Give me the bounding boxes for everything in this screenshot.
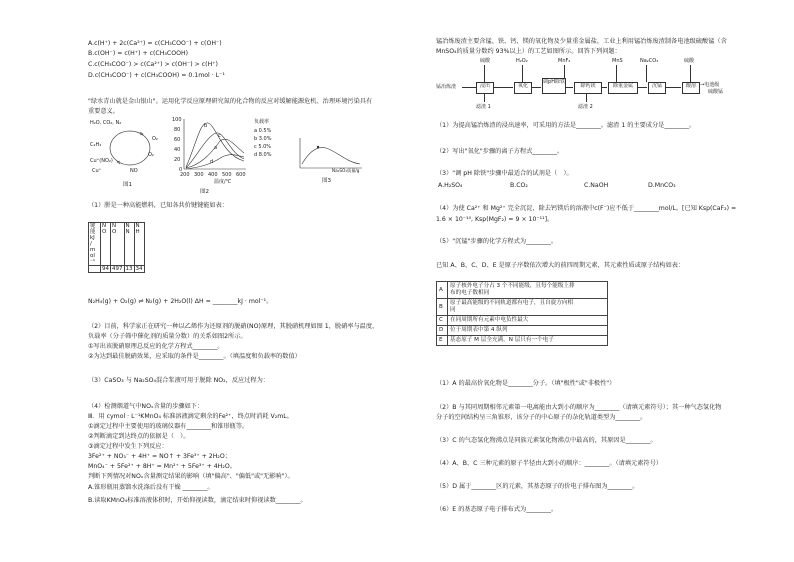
equation-1: N₂H₄(g) + O₂(g) ⇌ N₂(g) + 2H₂O(l) ΔH = ________kJ · mol⁻¹。 xyxy=(88,298,273,305)
fig2-ytick: 0 xyxy=(179,167,183,173)
q2-line-b: 负载率（分子筛中催化剂的质量分数）的关系如图2所示。 xyxy=(88,333,247,340)
table-row xyxy=(437,282,608,299)
flow-arrow xyxy=(646,65,647,82)
element-property-table xyxy=(436,281,608,346)
flow-step-ph: 调pH除铁 xyxy=(542,78,566,94)
q4-line-f: 3Fe²⁺ + NO₃⁻ + 4H⁺ = NO↑ + 3Fe³⁺ + 2H₂O； xyxy=(88,453,231,460)
table-cell xyxy=(111,266,125,273)
flow-q1: （1）为提高锰冶炼渣的浸出速率，可采用的方法是________。滤渣 1 的主要成分是________。 xyxy=(436,122,696,129)
cell-line: 原子最高能级的不同轨道都有电子，且自旋方向相 xyxy=(450,300,574,306)
table-cell: N xyxy=(125,229,130,235)
element-q3: （3）C 的气态氢化物沸点是同族元素氢化物沸点中最高的，其原因是________。 xyxy=(436,437,657,444)
fig2-xtick: 200 xyxy=(180,172,190,178)
table-cell: A xyxy=(437,282,448,299)
table-cell: 在同周期所有元素中电负性最大 xyxy=(448,316,608,326)
table-cell: / xyxy=(90,241,92,247)
element-q4: （4）A、B、C 三种元素的原子半径由大到小的顺序：________。（请填元素符号） xyxy=(436,460,662,467)
table-cell: E xyxy=(437,336,448,346)
fig1-label-o2: O₂ xyxy=(152,136,158,142)
intro-line-1: "绿水青山就是金山银山"。运用化学反应原理研究氮的化合物的反应对缓解能源危机、治理环境污染具有 xyxy=(88,98,373,105)
q4-line-h: 判断下列情况对NOₓ含量测定结果的影响（填"偏高"、"偏低"或"无影响"）。 xyxy=(88,473,294,480)
cell-line: 同 xyxy=(450,307,456,313)
element-q2-a: （2）B 与其同周期相邻元素第一电离能由大到小的顺序为________（请填元素符号）；其一种气态氢化物 xyxy=(436,404,722,411)
flow-reagent: 硫酸 xyxy=(480,58,491,64)
fig2-legend-title: 负载率 xyxy=(254,119,270,125)
table-cell: kJ xyxy=(90,235,95,241)
figure-3-plot xyxy=(296,136,364,172)
fig2-curve-label: a xyxy=(214,145,218,151)
fig2-ytick: 100 xyxy=(172,117,182,123)
fig1-label-cuno2: Cu⁺(NO₂) xyxy=(90,158,113,164)
process-intro-1: 锰冶炼废渣主要含锰、铁、钙、镁的氧化物及少量重金属盐，工业上利用锰冶炼废渣制备电池级硫酸锰（含 xyxy=(436,38,727,45)
fig2-xtick: 300 xyxy=(194,172,204,178)
q4-line-g: MnO₄⁻ + 5Fe²⁺ + 8H⁺ = Mn²⁺ + 5Fe³⁺ + 4H₂O。 xyxy=(88,463,236,470)
q4-line-c: ①滴定过程中主要使用的玻璃仪器有________和锥形瓶等。 xyxy=(88,423,249,430)
table-cell: m xyxy=(90,247,96,253)
q4-line-j: B.读取KMnO₄标准溶液体积时，开始仰视读数，滴定结束时仰视读数________。 xyxy=(88,497,307,504)
q1-text: （1）肼是一种高能燃料，已知各共价键键能如表： xyxy=(88,202,229,209)
q3-option-d: D.MnCO₃ xyxy=(648,182,676,189)
figure-1 xyxy=(90,118,166,190)
table-cell: 键 xyxy=(90,223,96,229)
flow-start: 锰冶炼渣 xyxy=(436,84,457,90)
table-cell: O xyxy=(102,229,107,235)
fig3-caption: 图3 xyxy=(322,178,331,184)
value-digit: 4 xyxy=(139,266,143,272)
flow-arrow xyxy=(616,65,617,82)
flow-step-dissolve: 酸溶 xyxy=(682,82,700,94)
elements-intro: 已知 A、B、C、D、E 是原子序数依次增大的前四周期元素，其元素性质或原子结构如表： xyxy=(436,262,685,269)
fig2-legend-item: c 5.0% xyxy=(254,144,272,150)
flow-arrow xyxy=(586,93,587,102)
fig2-curve-label: c xyxy=(218,133,221,139)
flow-q3: （3）"调 pH 除铁"步骤中最适合的试剂是（ ）。 xyxy=(436,170,573,177)
flow-arrow xyxy=(690,65,691,82)
cell-line: 原子核外电子分占 3 个不同能级，且每个能级上排 xyxy=(450,283,575,289)
table-cell: N xyxy=(135,223,140,229)
table-cell: N xyxy=(112,223,117,229)
table-cell xyxy=(134,266,144,273)
value-digit: 49 xyxy=(112,266,119,272)
figure-3 xyxy=(296,136,364,188)
flow-reagent: 硫酸 xyxy=(684,58,695,64)
flow-arrow xyxy=(637,87,647,88)
value-digit: 9 xyxy=(102,266,106,272)
q4-line-e: ③滴定过程中发生下列反应： xyxy=(88,443,168,450)
table-cell: C xyxy=(437,316,448,326)
table-cell: O xyxy=(112,229,117,235)
table-column xyxy=(111,223,125,266)
fig1-label-products: H₂O, CO₂, N₂ xyxy=(90,120,122,126)
q4-line-d: ②判断滴定到达终点的依据是（ ）。 xyxy=(88,433,190,440)
value-digit: 7 xyxy=(119,266,123,272)
flow-residue: 滤渣 2 xyxy=(578,104,593,110)
element-q6: （6）E 的基态原子电子排布式为________。 xyxy=(436,506,558,513)
flow-arrow xyxy=(565,87,573,88)
flow-reagent: Na₂CO₃ xyxy=(640,58,659,64)
flow-reagent: MnF₂ xyxy=(558,58,571,64)
fig2-legend-item: a 0.5% xyxy=(254,128,272,134)
curve-a xyxy=(186,139,244,168)
fig2-legend-item: d 8.0% xyxy=(254,152,272,158)
fig2-xtick: 600 xyxy=(236,172,246,178)
table-cell: B xyxy=(437,299,448,316)
fig2-xtick: 500 xyxy=(222,172,232,178)
fig2-ytick: 60 xyxy=(174,137,181,143)
fig2-xtick: 400 xyxy=(208,172,218,178)
flow-q4-a: （4）为使 Ca²⁺ 和 Mg²⁺ 完全沉淀，除去钙镁后的溶液中c(F⁻)应不低于________mol/L。[已知 Ksp(CaF₂) = xyxy=(436,205,737,212)
table-cell: N xyxy=(102,223,107,229)
fig3-xlabel: Na₂SO₃质量/g xyxy=(332,168,360,173)
q4-line-a: （4）检测烟道气中NOₓ含量的步骤如下： xyxy=(88,403,204,410)
table-cell: 能 xyxy=(90,229,96,235)
flow-end-1: →电池级 xyxy=(700,82,720,88)
flow-q4-b: 1.6 × 10⁻¹⁰, Ksp(MgF₂) = 9 × 10⁻¹¹]。 xyxy=(436,216,554,223)
fig2-ytick: 80 xyxy=(174,127,181,133)
q3-text: （3）CaSO₃ 与 Na₂SO₄混合浆液可用于脱除 NO₂，反应过程为： xyxy=(88,377,269,384)
q2-line-a: （2）目前，科学家正在研究一种以乙烯作为还原剂的脱硝(NO)原理，其脱硝机理如图 1，脱硝率与温度、 xyxy=(88,323,379,330)
flow-reagent: H₂O₂ xyxy=(516,58,528,64)
flow-end-2: 硫酸锰 xyxy=(708,89,724,95)
figure-1-cycle xyxy=(90,118,166,178)
flow-arrow xyxy=(601,87,607,88)
flow-step-ca-mg: 除钙镁 xyxy=(574,82,602,94)
table-column xyxy=(124,223,134,266)
table-column xyxy=(134,223,144,266)
element-q5: （5）D 属于________区的元素，其基态原子的价电子排布图为________。 xyxy=(436,483,639,490)
process-intro-2: MnSO₄的质量分数约 93%以上）的工艺如图所示。回答下列问题： xyxy=(436,48,621,55)
q2-line-c: ①写出该脱硝原理总反应的化学方程式________。 xyxy=(88,343,224,350)
fig1-label-cu: Cu⁺ xyxy=(92,168,102,174)
flow-step-heavy-metal: 除重金属 xyxy=(608,82,638,94)
flow-arrow xyxy=(493,87,513,88)
bond-energy-table xyxy=(88,222,145,273)
option-b: B.c(OH⁻) = c(H⁺) + c(CH₃COOH) xyxy=(88,50,189,57)
table-cell xyxy=(124,266,134,273)
flow-arrow xyxy=(462,87,476,88)
flow-arrow xyxy=(484,65,485,82)
flow-arrow xyxy=(531,87,541,88)
process-flow-diagram xyxy=(436,58,768,114)
flow-q5: （5）"沉锰"步骤的化学方程式为________。 xyxy=(436,238,558,245)
fig1-label-c2h4: C₂H₄ xyxy=(90,142,102,148)
option-c: C.c(CH₃COO⁻) > c(Ca²⁺) > c(OH⁻) > c(H⁺) xyxy=(88,61,218,68)
flow-q2: （2）写出"氧化"步骤的离子方程式________。 xyxy=(436,148,564,155)
table-row xyxy=(437,336,608,346)
table-cell xyxy=(448,299,608,316)
value-digit: 1 xyxy=(125,266,129,272)
q2-line-d: ②为达到最佳脱硝效果，应采取的条件是________。（填温度和负载率的数值） xyxy=(88,353,301,360)
table-row xyxy=(437,316,608,326)
fig2-curve-label: b xyxy=(204,123,208,129)
intro-line-2: 重要意义。 xyxy=(88,108,119,115)
element-q1: （1）A 的最高价氧化物是________分子。（填"极性"或"非极性"） xyxy=(436,380,616,387)
element-q2-b: 分子的空间结构呈三角锥形，该分子的中心原子的杂化轨道类型为________。 xyxy=(436,414,647,421)
table-row-header xyxy=(89,223,101,266)
fig2-ytick: 20 xyxy=(174,157,181,163)
flow-arrow xyxy=(522,65,523,82)
table-cell xyxy=(448,282,608,299)
table-cell: ol xyxy=(90,253,95,259)
fig2-curve-label: d xyxy=(210,159,214,165)
table-column xyxy=(101,223,111,266)
q3-option-b: B.CO₂ xyxy=(510,182,528,189)
fig2-ytick: 40 xyxy=(174,147,181,153)
table-cell: H xyxy=(135,229,140,235)
flow-arrow xyxy=(564,65,565,78)
flow-step-precip: 沉锰 xyxy=(648,82,666,94)
table-cell xyxy=(101,266,111,273)
table-row xyxy=(437,299,608,316)
q4-line-b: Ⅲ．用 cymol · L⁻¹KMnO₄ 标准溶液滴定剩余的Fe²⁺，终点时消耗 V₂mL。 xyxy=(88,413,293,420)
q4-line-i: A.锥形瓶用蒸馏水洗涤后没有干燥 ________。 xyxy=(88,484,214,491)
q3-option-a: A.H₂SO₄ xyxy=(438,182,463,189)
figure-2 xyxy=(170,115,290,197)
cell-line: 布的电子数相同 xyxy=(450,290,490,296)
table-cell: 基态原子 M 层全充满，N 层只有一个电子 xyxy=(448,336,608,346)
fig2-legend-item: b 3.0% xyxy=(254,136,272,142)
flow-arrow xyxy=(484,93,485,102)
value-digit: 3 xyxy=(135,266,139,272)
option-a: A.c(H⁺) + 2c(Ca²⁺) = c(CH₃COO⁻) + c(OH⁻) xyxy=(88,40,222,47)
table-cell: D xyxy=(437,326,448,336)
flow-reagent: MnS xyxy=(612,58,623,64)
flow-step-oxidize: 氧化 xyxy=(514,82,532,94)
table-cell xyxy=(89,266,101,273)
fig2-caption: 图2 xyxy=(200,189,209,195)
table-row xyxy=(437,326,608,336)
fig1-label-no: NO xyxy=(130,168,138,174)
table-cell: N xyxy=(125,223,130,229)
table-cell: 位于周期表中第 4 纵列 xyxy=(448,326,608,336)
fig1-label-o2-b: O₂ xyxy=(148,152,154,158)
fig1-caption: 图1 xyxy=(123,182,132,188)
fig2-xlabel: 温度/℃ xyxy=(214,179,232,185)
flow-step-leach: 浸出 xyxy=(476,82,494,94)
q3-option-c: C.NaOH xyxy=(584,182,609,189)
table-cell: ⁻¹ xyxy=(90,259,96,265)
flow-residue: 滤渣 1 xyxy=(476,104,491,110)
option-d: D.c(CH₃COO⁻) + c(CH₃COOH) = 0.1mol · L⁻¹ xyxy=(88,72,225,79)
flow-arrow xyxy=(665,87,681,88)
value-digit: 4 xyxy=(105,266,109,272)
value-digit: 3 xyxy=(129,266,133,272)
